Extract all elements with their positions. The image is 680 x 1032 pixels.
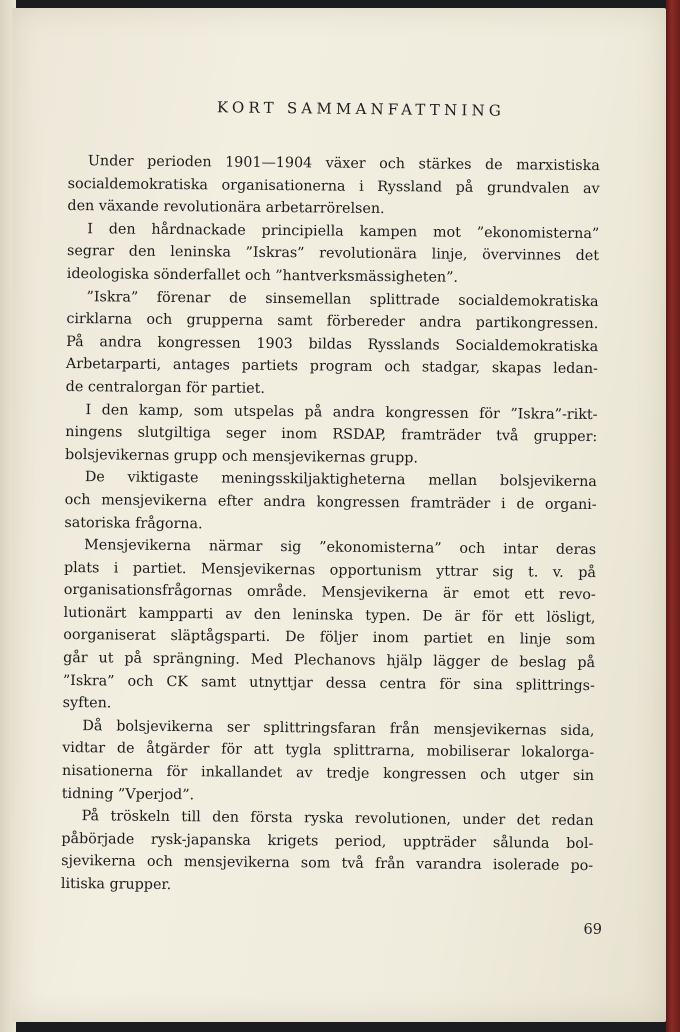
text-line: lutionärt kampparti av den leninska typen. De är för ett lösligt,: [63, 604, 596, 626]
text-line: den växande revolutionära arbetarrörelsen.: [67, 198, 385, 218]
text-line: sjevikerna och mensjevikerna som två från varandra isolerade po-: [61, 853, 594, 875]
summary-text: [61, 150, 600, 901]
text-line: vidtar de åtgärder för att tygla splittrarna, mobiliserar lokalorga-: [62, 740, 595, 762]
text-line: cirklarna och grupperna samt förbereder andra partikongressen.: [66, 311, 599, 333]
text-line: ”Iskra” och CK samt utnyttjar dessa centra för sina splittrings-: [62, 672, 595, 694]
text-line: organisationsfrågornas område. Mensjevikerna är emot ett revo-: [63, 582, 596, 604]
text-line: De viktigaste meningsskiljaktigheterna mellan bolsjevikerna: [84, 469, 597, 491]
text-line: ”Iskra” förenar de sinsemellan splittrade socialdemokratiska: [86, 288, 599, 310]
text-line: segrar den leninska ”Iskras” revolutionära linje, övervinnes det: [66, 243, 600, 265]
text-line: påbörjade rysk-japanska krigets period, uppträder sålunda bol-: [61, 830, 594, 852]
text-line: Under perioden 1901—1904 växer och stärkes de marxistiska: [87, 153, 600, 175]
text-line: Arbetarparti, antages partiets program och stadgar, skapas ledan-: [65, 356, 598, 378]
text-line: tidning ”Vperjod”.: [61, 785, 195, 803]
text-line: På tröskeln till den första ryska revolutionen, under det redan: [81, 808, 594, 830]
text-line: bolsjevikernas grupp och mensjevikernas grupp.: [64, 446, 419, 467]
text-line: de centralorgan för partiet.: [65, 378, 266, 397]
text-line: Då bolsjevikerna ser splittringsfaran från mensjevikernas sida,: [82, 718, 595, 739]
text-line: socialdemokratiska organisationerna i Ryssland på grundvalen av: [67, 175, 600, 197]
text-line: ningens slutgiltiga seger inom RSDAP, framträder två grupper:: [65, 424, 598, 446]
text-line: plats i partiet. Mensjevikernas opportunism yttrar sig t. v. på: [63, 559, 597, 581]
book-page: [12, 8, 666, 1022]
text-line: litiska grupper.: [60, 875, 172, 894]
text-line: oorganiserat släptågsparti. De följer inom partiet en linje som: [63, 627, 596, 649]
text-line: och mensjevikerna efter andra kongressen framträder i de organi-: [64, 491, 597, 513]
book-cover-edge: [666, 0, 680, 1032]
text-line: Mensjevikerna närmar sig ”ekonomisterna” och intar deras: [84, 537, 597, 559]
chapter-heading: KORT SAMMANFATTNING: [216, 98, 506, 120]
page-number: 69: [583, 922, 602, 938]
text-line: I den hårdnackade principiella kampen mot ”ekonomisterna”: [87, 220, 600, 242]
text-line: går ut på sprängning. Med Plechanovs hjälp lägger de beslag på: [63, 650, 596, 672]
text-line: satoriska frågorna.: [64, 514, 203, 532]
text-line: ideologiska sönderfallet och ”hantverksmässigheten”.: [66, 265, 459, 286]
text-line: I den kamp, som utspelas på andra kongressen för ”Iskra”-rikt-: [85, 401, 598, 423]
text-line: nisationerna för inkallandet av tredje kongressen och utger sin: [61, 763, 595, 785]
text-line: syften.: [62, 695, 112, 712]
text-line: På andra kongressen 1903 bildas Rysslands Socialdemokratiska: [66, 333, 599, 355]
